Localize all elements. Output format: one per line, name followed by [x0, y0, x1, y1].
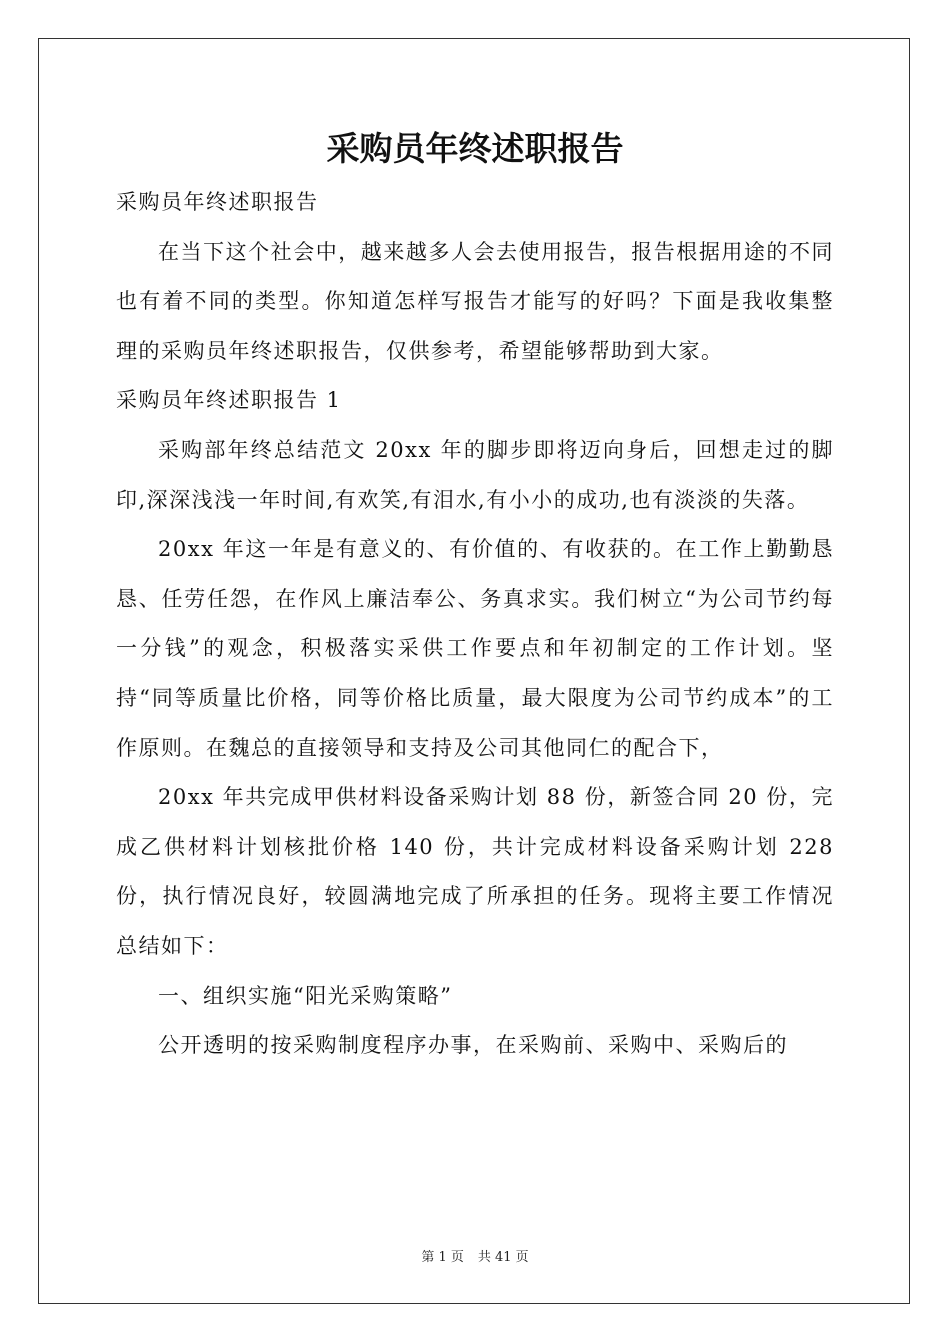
section-heading: 一、组织实施“阳光采购策略”	[158, 983, 453, 1008]
page-footer	[0, 1246, 950, 1265]
title-container	[0, 126, 950, 172]
document-title: 采购员年终述职报告	[326, 129, 624, 168]
paragraph: 在当下这个社会中，越来越多人会去使用报告，报告根据用途的不同也有着不同的类型。你知道怎样写报告才能写的好吗？下面是我收集整理的采购员年终述职报告，仅供参考，希望能够帮助到大家。	[116, 239, 834, 363]
paragraph: 20xx 年共完成甲供材料设备采购计划 88 份，新签合同 20 份，完成乙供材料计划核批价格 140 份，共计完成材料设备采购计划 228 份，执行情况良好，较圆满地完成了所承担的任务。现将主要工作情况总结如下：	[116, 785, 834, 958]
document-body	[116, 178, 834, 1071]
paragraph: 20xx 年这一年是有意义的、有价值的、有收获的。在工作上勤勤恳恳、任劳任怨，在作风上廉洁奉公、务真求实。我们树立“为公司节约每一分钱”的观念，积极落实采供工作要点和年初制定的工作计划。坚持“同等质量比价格，同等价格比质量，最大限度为公司节约成本”的工作原则。在魏总的直接领导和支持及公司其他同仁的配合下，	[116, 537, 834, 760]
page-total: 共 41 页	[477, 1250, 529, 1265]
paragraph: 采购员年终述职报告	[116, 190, 319, 214]
paragraph: 采购部年终总结范文 20xx 年的脚步即将迈向身后，回想走过的脚印,深深浅浅一年时间,有欢笑,有泪水,有小小的成功,也有淡淡的失落。	[116, 437, 834, 512]
paragraph: 公开透明的按采购制度程序办事，在采购前、采购中、采购后的	[158, 1033, 788, 1058]
page-number: 第 1 页	[421, 1250, 464, 1265]
paragraph: 采购员年终述职报告 1	[116, 388, 342, 413]
